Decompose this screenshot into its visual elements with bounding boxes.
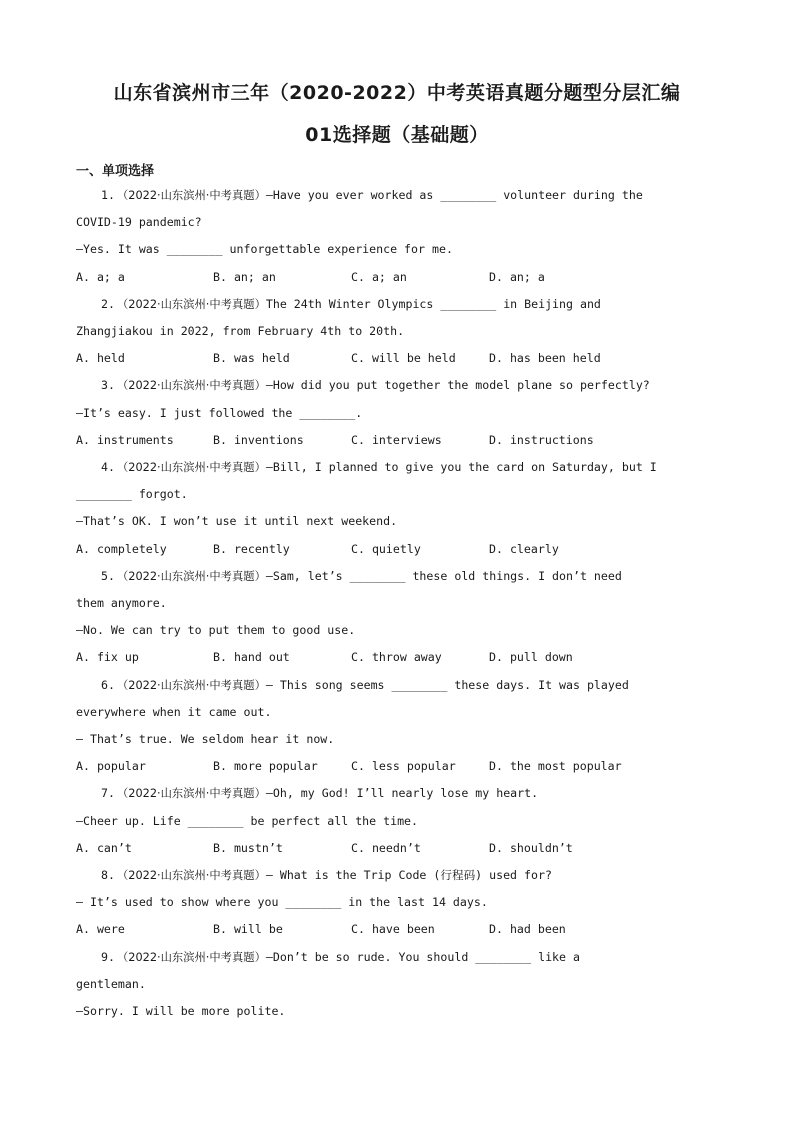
- question-text: —Don’t be so rude. You should ________ like a: [265, 949, 580, 964]
- question-text: —Bill, I planned to give you the card on Saturday, but I: [265, 460, 657, 474]
- answer-option: B. an; an: [213, 269, 276, 284]
- question-source: （2022·山东滨州·中考真题）: [116, 950, 266, 964]
- question-line: —It’s easy. I just followed the ________.: [76, 405, 363, 420]
- question-line: gentleman.: [76, 976, 146, 991]
- page-title: 山东省滨州市三年（2020-2022）中考英语真题分题型分层汇编: [113, 82, 681, 104]
- question-source: （2022·山东滨州·中考真题）: [116, 678, 266, 692]
- answer-option: B. recently: [213, 541, 290, 556]
- page-subtitle: 01选择题（基础题）: [305, 124, 489, 146]
- question-source: （2022·山东滨州·中考真题）: [116, 297, 266, 311]
- question-source: （2022·山东滨州·中考真题）: [116, 189, 266, 202]
- question-number: 3.: [101, 378, 115, 393]
- answer-option: A. completely: [76, 541, 167, 556]
- question-stem: [101, 377, 650, 394]
- section-heading: 一、单项选择: [76, 164, 155, 179]
- question-text: —How did you put together the model plane so perfectly?: [265, 378, 650, 393]
- question-line: them anymore.: [76, 596, 167, 610]
- question-number: 9.: [101, 949, 115, 964]
- question-stem: [101, 568, 622, 585]
- answer-option: D. had been: [489, 922, 566, 937]
- answer-option: C. quietly: [351, 541, 421, 556]
- question-line: everywhere when it came out.: [76, 704, 272, 719]
- answer-option: B. will be: [213, 922, 283, 937]
- question-line: —Sorry. I will be more polite.: [76, 1004, 286, 1018]
- question-text: — This song seems ________ these days. It was played: [265, 677, 629, 692]
- answer-option: A. a; a: [76, 269, 125, 284]
- question-number: 6.: [101, 677, 115, 692]
- question-line: —Yes. It was ________ unforgettable experience for me.: [76, 242, 453, 257]
- question-line: —That’s OK. I won’t use it until next weekend.: [76, 514, 398, 529]
- question-line: — It’s used to show where you ________ in the last 14 days.: [76, 895, 488, 910]
- question-stem: [101, 677, 629, 694]
- answer-option: B. was held: [213, 351, 290, 366]
- answer-option: D. shouldn’t: [489, 840, 573, 855]
- question-stem: [101, 459, 657, 476]
- answer-option: B. mustn’t: [213, 840, 283, 855]
- question-number: 4.: [101, 460, 115, 474]
- answer-option: C. less popular: [351, 759, 456, 774]
- answer-option: A. instruments: [76, 432, 174, 447]
- answer-option: D. clearly: [489, 541, 559, 556]
- question-stem: [101, 296, 601, 313]
- question-line: ________ forgot.: [76, 487, 188, 502]
- answer-option: C. have been: [351, 922, 435, 937]
- answer-option: A. popular: [76, 759, 146, 774]
- answer-option: B. hand out: [213, 650, 290, 665]
- answer-option: D. the most popular: [489, 759, 622, 774]
- answer-option: D. instructions: [489, 432, 594, 447]
- question-line: —No. We can try to put them to good use.: [76, 623, 356, 638]
- question-number: 5.: [101, 568, 115, 583]
- answer-option: C. will be held: [351, 351, 456, 366]
- question-source: （2022·山东滨州·中考真题）: [116, 787, 266, 801]
- answer-option: A. can’t: [76, 840, 132, 855]
- question-text: —Sam, let’s ________ these old things. I don’t need: [265, 568, 622, 583]
- question-stem: [101, 949, 580, 966]
- question-line: Zhangjiakou in 2022, from February 4th to 20th.: [76, 324, 405, 338]
- answer-option: B. more popular: [213, 759, 318, 774]
- question-line: — That’s true. We seldom hear it now.: [76, 732, 335, 746]
- question-text: —Oh, my God! I’ll nearly lose my heart.: [265, 786, 539, 801]
- question-number: 8.: [101, 868, 115, 882]
- question-line: COVID-19 pandemic?: [76, 215, 202, 230]
- answer-option: A. held: [76, 351, 125, 366]
- answer-option: A. fix up: [76, 650, 139, 665]
- question-text: — What is the Trip Code (行程码) used for?: [265, 868, 552, 882]
- answer-option: C. throw away: [351, 650, 442, 665]
- answer-option: D. has been held: [489, 351, 601, 366]
- question-line: —Cheer up. Life ________ be perfect all the time.: [76, 813, 419, 828]
- answer-option: D. an; a: [489, 269, 545, 284]
- question-source: （2022·山东滨州·中考真题）: [116, 379, 266, 393]
- answer-option: D. pull down: [489, 650, 573, 665]
- question-text: The 24th Winter Olympics ________ in Beijing and: [265, 296, 601, 311]
- question-text: —Have you ever worked as ________ volunteer during the: [265, 188, 643, 202]
- question-source: （2022·山东滨州·中考真题）: [116, 461, 266, 474]
- answer-option: A. were: [76, 922, 125, 937]
- question-stem: [101, 867, 552, 884]
- question-source: （2022·山东滨州·中考真题）: [116, 869, 266, 882]
- answer-option: C. interviews: [351, 432, 442, 447]
- answer-option: C. a; an: [351, 269, 407, 284]
- question-number: 2.: [101, 296, 115, 311]
- question-number: 1.: [101, 188, 115, 202]
- question-stem: [101, 785, 538, 802]
- answer-option: B. inventions: [213, 432, 304, 447]
- question-number: 7.: [101, 786, 115, 801]
- question-stem: [101, 187, 643, 204]
- answer-option: C. needn’t: [351, 840, 421, 855]
- question-source: （2022·山东滨州·中考真题）: [116, 569, 266, 583]
